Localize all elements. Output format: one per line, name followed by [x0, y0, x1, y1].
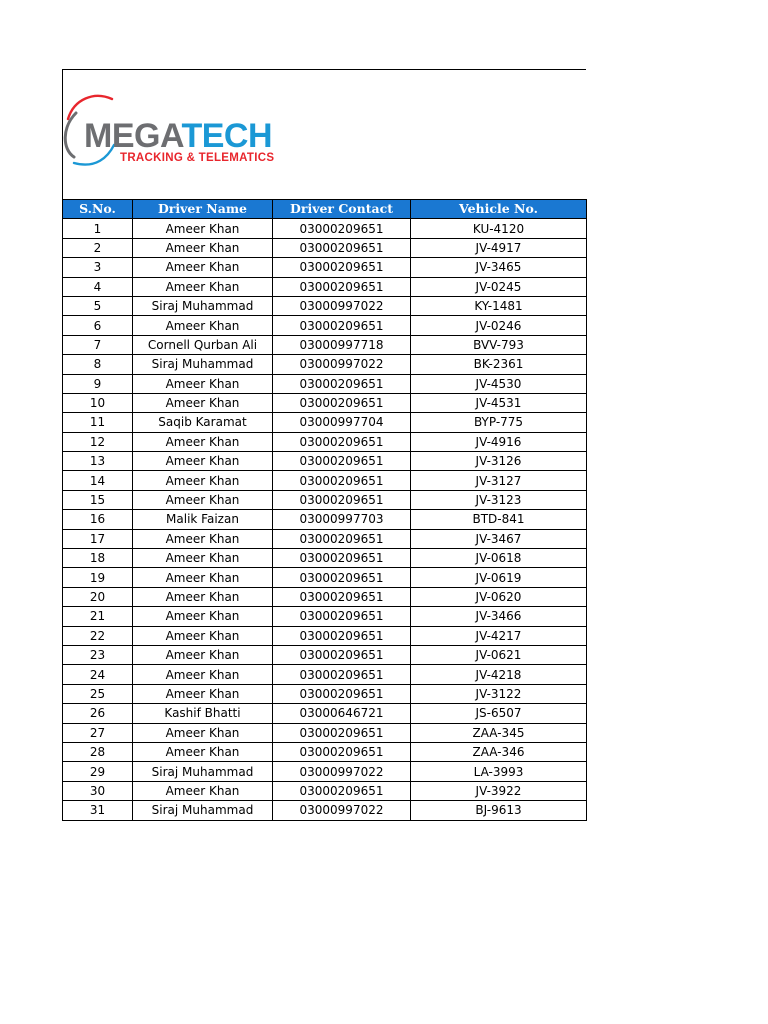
logo-gray-swoosh [65, 113, 76, 157]
vehicle-no-cell: BK-2361 [411, 355, 587, 374]
driver-contact-cell: 03000209651 [273, 742, 411, 761]
driver-name-cell: Ameer Khan [133, 452, 273, 471]
driver-name-cell: Saqib Karamat [133, 413, 273, 432]
table-row [63, 238, 587, 257]
driver-name-cell: Ameer Khan [133, 432, 273, 451]
sno-cell: 17 [63, 529, 133, 548]
driver-contact-cell: 03000209651 [273, 781, 411, 800]
vehicle-no-cell: JV-0618 [411, 549, 587, 568]
table-row [63, 742, 587, 761]
driver-contact-cell: 03000209651 [273, 490, 411, 509]
vehicle-no-cell: JV-3466 [411, 607, 587, 626]
vehicle-no-cell: BTD-841 [411, 510, 587, 529]
table-row [63, 529, 587, 548]
driver-contact-cell: 03000209651 [273, 607, 411, 626]
table-row [63, 587, 587, 606]
document-sheet [62, 69, 586, 819]
vehicle-no-cell: LA-3993 [411, 762, 587, 781]
header-driver-name: Driver Name [133, 200, 273, 219]
table-row [63, 413, 587, 432]
sno-cell: 24 [63, 665, 133, 684]
driver-contact-cell: 03000209651 [273, 549, 411, 568]
vehicle-no-cell: ZAA-345 [411, 723, 587, 742]
driver-name-cell: Ameer Khan [133, 742, 273, 761]
table-row [63, 607, 587, 626]
top-border-line [62, 69, 586, 70]
table-row [63, 471, 587, 490]
driver-contact-cell: 03000209651 [273, 665, 411, 684]
sno-cell: 29 [63, 762, 133, 781]
sno-cell: 7 [63, 335, 133, 354]
table-row [63, 549, 587, 568]
vehicle-no-cell: JV-3122 [411, 684, 587, 703]
vehicle-no-cell: JV-0620 [411, 587, 587, 606]
vehicle-no-cell: BVV-793 [411, 335, 587, 354]
vehicle-no-cell: JV-3922 [411, 781, 587, 800]
sno-cell: 30 [63, 781, 133, 800]
driver-name-cell: Ameer Khan [133, 626, 273, 645]
table-row [63, 781, 587, 800]
sno-cell: 5 [63, 296, 133, 315]
vehicle-no-cell: JV-4218 [411, 665, 587, 684]
vehicle-no-cell: JV-4917 [411, 238, 587, 257]
sno-cell: 27 [63, 723, 133, 742]
sno-cell: 2 [63, 238, 133, 257]
table-row [63, 684, 587, 703]
sno-cell: 31 [63, 801, 133, 820]
driver-contact-cell: 03000997022 [273, 296, 411, 315]
sno-cell: 10 [63, 393, 133, 412]
vehicle-no-cell: JV-4530 [411, 374, 587, 393]
vehicle-no-cell: JV-0245 [411, 277, 587, 296]
driver-contact-cell: 03000209651 [273, 471, 411, 490]
sno-cell: 25 [63, 684, 133, 703]
vehicle-no-cell: KY-1481 [411, 296, 587, 315]
table-row [63, 316, 587, 335]
driver-contact-cell: 03000209651 [273, 219, 411, 238]
driver-contact-cell: 03000209651 [273, 684, 411, 703]
table-row [63, 258, 587, 277]
sno-cell: 18 [63, 549, 133, 568]
table-row [63, 355, 587, 374]
driver-name-cell: Ameer Khan [133, 568, 273, 587]
driver-contact-cell: 03000646721 [273, 704, 411, 723]
header-sno: S.No. [63, 200, 133, 219]
driver-name-cell: Ameer Khan [133, 316, 273, 335]
table-row [63, 335, 587, 354]
vehicle-no-cell: ZAA-346 [411, 742, 587, 761]
driver-name-cell: Ameer Khan [133, 374, 273, 393]
driver-name-cell: Cornell Qurban Ali [133, 335, 273, 354]
table-row [63, 510, 587, 529]
vehicle-no-cell: KU-4120 [411, 219, 587, 238]
logo-brand-text: MEGATECH [84, 117, 273, 155]
driver-name-cell: Ameer Khan [133, 238, 273, 257]
driver-contact-cell: 03000209651 [273, 452, 411, 471]
table-row [63, 626, 587, 645]
table-row [63, 762, 587, 781]
vehicle-no-cell: JV-3467 [411, 529, 587, 548]
sno-cell: 14 [63, 471, 133, 490]
sno-cell: 21 [63, 607, 133, 626]
sno-cell: 8 [63, 355, 133, 374]
driver-contact-cell: 03000209651 [273, 393, 411, 412]
driver-contact-cell: 03000997022 [273, 355, 411, 374]
vehicle-no-cell: JV-4531 [411, 393, 587, 412]
driver-name-cell: Ameer Khan [133, 549, 273, 568]
vehicle-no-cell: JV-0246 [411, 316, 587, 335]
driver-name-cell: Siraj Muhammad [133, 801, 273, 820]
sno-cell: 13 [63, 452, 133, 471]
driver-name-cell: Ameer Khan [133, 219, 273, 238]
driver-contact-cell: 03000209651 [273, 568, 411, 587]
driver-contact-cell: 03000209651 [273, 645, 411, 664]
driver-contact-cell: 03000209651 [273, 529, 411, 548]
vehicle-no-cell: JV-3123 [411, 490, 587, 509]
sno-cell: 22 [63, 626, 133, 645]
driver-name-cell: Siraj Muhammad [133, 296, 273, 315]
driver-name-cell: Malik Faizan [133, 510, 273, 529]
table-row [63, 801, 587, 820]
table-row [63, 490, 587, 509]
driver-name-cell: Ameer Khan [133, 684, 273, 703]
vehicle-no-cell: JV-0619 [411, 568, 587, 587]
sno-cell: 15 [63, 490, 133, 509]
driver-name-cell: Ameer Khan [133, 781, 273, 800]
table-row [63, 568, 587, 587]
driver-contact-cell: 03000997703 [273, 510, 411, 529]
vehicle-no-cell: JV-0621 [411, 645, 587, 664]
driver-contact-cell: 03000997022 [273, 762, 411, 781]
driver-contact-cell: 03000209651 [273, 587, 411, 606]
driver-name-cell: Ameer Khan [133, 277, 273, 296]
sno-cell: 28 [63, 742, 133, 761]
driver-name-cell: Ameer Khan [133, 723, 273, 742]
vehicle-no-cell: JV-4217 [411, 626, 587, 645]
sno-cell: 12 [63, 432, 133, 451]
table-header-row [63, 200, 587, 219]
driver-contact-cell: 03000209651 [273, 258, 411, 277]
driver-contact-cell: 03000997718 [273, 335, 411, 354]
table-row [63, 432, 587, 451]
sno-cell: 16 [63, 510, 133, 529]
sno-cell: 26 [63, 704, 133, 723]
driver-name-cell: Siraj Muhammad [133, 355, 273, 374]
vehicle-no-cell: JV-4916 [411, 432, 587, 451]
driver-name-cell: Kashif Bhatti [133, 704, 273, 723]
driver-contact-cell: 03000997704 [273, 413, 411, 432]
vehicle-no-cell: JV-3126 [411, 452, 587, 471]
table-row [63, 393, 587, 412]
driver-name-cell: Ameer Khan [133, 645, 273, 664]
vehicle-no-cell: JS-6507 [411, 704, 587, 723]
driver-vehicle-table [62, 199, 587, 821]
sno-cell: 19 [63, 568, 133, 587]
table-row [63, 704, 587, 723]
megatech-logo [62, 83, 292, 187]
table-row [63, 645, 587, 664]
driver-contact-cell: 03000209651 [273, 432, 411, 451]
driver-contact-cell: 03000209651 [273, 626, 411, 645]
driver-contact-cell: 03000997022 [273, 801, 411, 820]
header-vehicle-no: Vehicle No. [411, 200, 587, 219]
driver-name-cell: Ameer Khan [133, 490, 273, 509]
driver-name-cell: Ameer Khan [133, 471, 273, 490]
driver-name-cell: Ameer Khan [133, 529, 273, 548]
driver-name-cell: Ameer Khan [133, 607, 273, 626]
vehicle-no-cell: JV-3127 [411, 471, 587, 490]
table-row [63, 374, 587, 393]
sno-cell: 9 [63, 374, 133, 393]
table-row [63, 452, 587, 471]
sno-cell: 23 [63, 645, 133, 664]
driver-name-cell: Ameer Khan [133, 258, 273, 277]
sno-cell: 1 [63, 219, 133, 238]
sno-cell: 11 [63, 413, 133, 432]
table-row [63, 665, 587, 684]
driver-name-cell: Ameer Khan [133, 665, 273, 684]
driver-contact-cell: 03000209651 [273, 316, 411, 335]
sno-cell: 3 [63, 258, 133, 277]
logo-tagline: TRACKING & TELEMATICS [120, 152, 275, 164]
table-body [63, 219, 587, 820]
driver-name-cell: Ameer Khan [133, 587, 273, 606]
driver-contact-cell: 03000209651 [273, 723, 411, 742]
vehicle-no-cell: BYP-775 [411, 413, 587, 432]
table-row [63, 296, 587, 315]
table-row [63, 219, 587, 238]
vehicle-no-cell: JV-3465 [411, 258, 587, 277]
driver-contact-cell: 03000209651 [273, 277, 411, 296]
header-driver-contact: Driver Contact [273, 200, 411, 219]
driver-contact-cell: 03000209651 [273, 374, 411, 393]
driver-name-cell: Ameer Khan [133, 393, 273, 412]
sno-cell: 20 [63, 587, 133, 606]
driver-contact-cell: 03000209651 [273, 238, 411, 257]
vehicle-no-cell: BJ-9613 [411, 801, 587, 820]
sno-cell: 6 [63, 316, 133, 335]
sno-cell: 4 [63, 277, 133, 296]
table-row [63, 723, 587, 742]
driver-name-cell: Siraj Muhammad [133, 762, 273, 781]
table-row [63, 277, 587, 296]
